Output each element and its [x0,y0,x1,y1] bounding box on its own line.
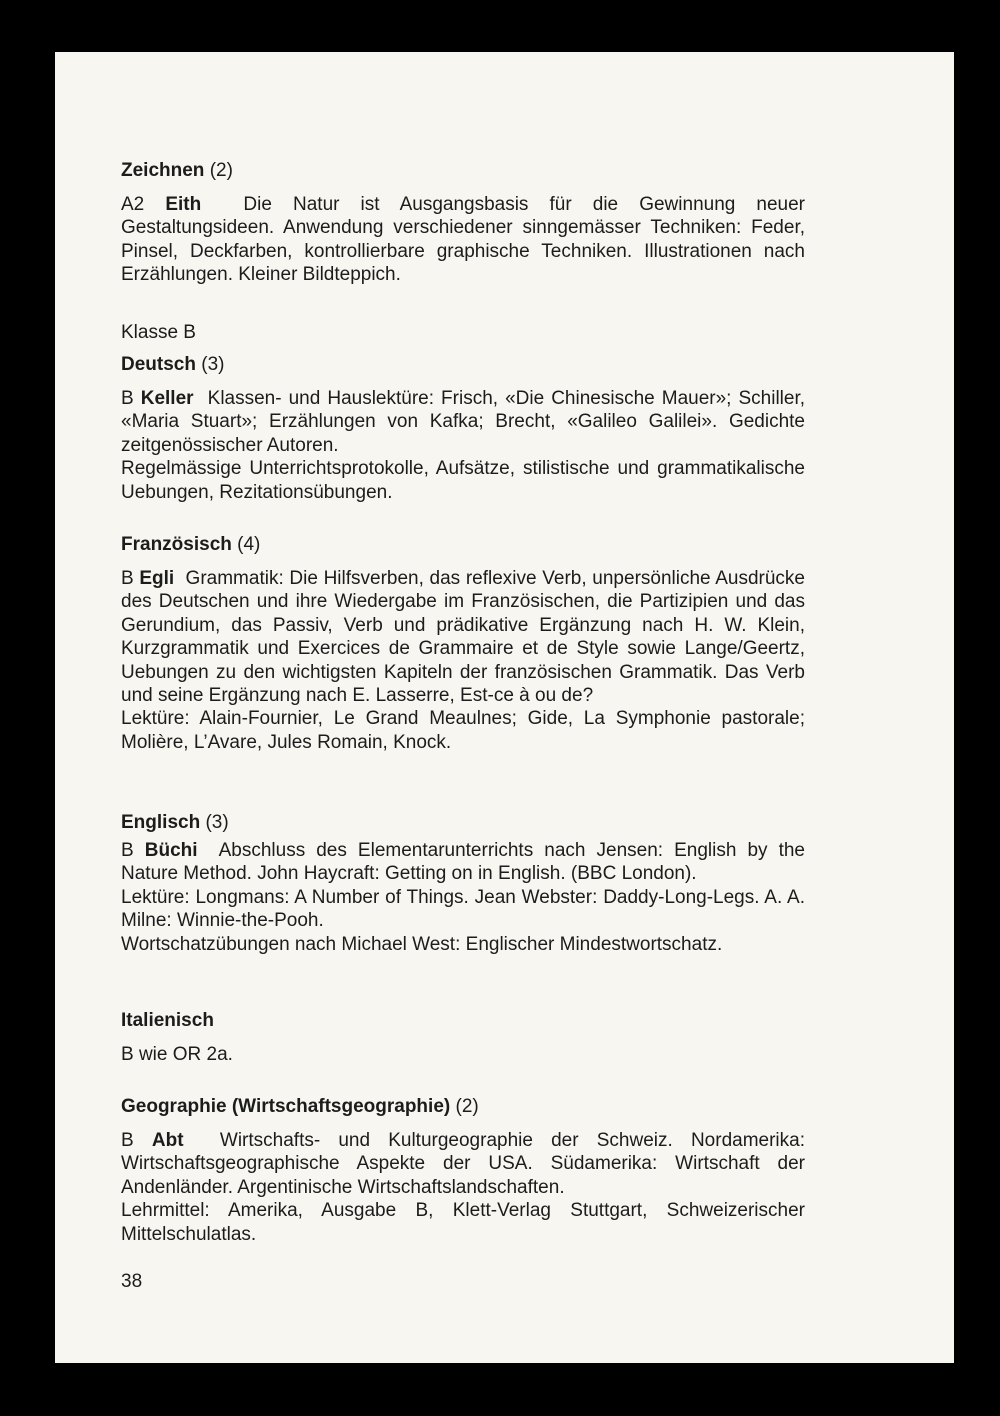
class-code: B [121,1130,134,1151]
section-heading [121,159,805,183]
section-heading [121,1009,805,1033]
subject-hours: (3) [205,812,229,833]
section-paragraph-2: Lektüre: Alain-Fournier, Le Grand Meaulnes; Gide, La Symphonie pastorale; Molière, L’Avare, Jules Romain, Knock. [121,708,805,753]
subject-hours: (2) [209,160,233,181]
section-italienisch [121,1009,805,1066]
teacher-name: Keller [140,388,194,409]
section-heading [121,811,805,835]
section-franzoesisch [121,533,805,754]
subject-title: Geographie (Wirtschaftsgeographie) [121,1096,451,1117]
subject-title: Deutsch [121,354,196,375]
section-text: Abschluss des Elementarunterrichts nach Jensen: English by the Nature Method. John Haycraft: Getting on in English. (BBC London). [121,840,806,885]
subject-title: Englisch [121,812,201,833]
subject-title: Französisch [121,534,232,555]
section-geographie [121,1095,805,1246]
section-heading [121,1095,805,1119]
section-heading [121,353,805,377]
section-paragraph [121,1129,805,1199]
class-code: A2 [121,194,145,215]
section-paragraph-3: Wortschatzübungen nach Michael West: Englischer Mindestwortschatz. [121,933,723,955]
subject-hours: (4) [237,534,261,555]
teacher-name: Egli [139,568,175,589]
class-code: B [121,568,134,589]
section-paragraph [121,387,805,457]
section-paragraph-2: Lektüre: Longmans: A Number of Things. Jean Webster: Daddy-Long-Legs. A. A. Milne: Winnie-the-Pooh. [121,886,805,932]
teacher-name: Eith [165,194,202,215]
section-deutsch [121,353,805,504]
section-heading [121,533,805,557]
section-text: Klassen- und Hauslektüre: Frisch, «Die Chinesische Mauer»; Schiller, «Maria Stuart»; Erzählungen von Kafka; Brecht, «Galileo Galilei». Gedichte zeitgenössischer Autoren. [121,388,806,456]
section-paragraph [121,193,805,287]
page-number: 38 [121,1271,143,1292]
section-paragraph [121,839,805,886]
section-paragraph: B wie OR 2a. [121,1044,233,1065]
section-text: Wirtschafts- und Kulturgeographie der Schweiz. Nordamerika: Wirtschaftsgeographische Aspekte der USA. Südamerika: Wirtschaft der Andenländer. Argentinische Wirtschaftslandschaften. [121,1130,805,1198]
section-text: Die Natur ist Ausgangsbasis für die Gewinnung neuer Gestaltungsideen. Anwendung verschiedener sinngemässer Techniken: Feder, Pinsel, Deckfarben, kontrollierbare graphische Techniken. Illustrationen nach Erzählungen. Kleiner Bildteppich. [121,194,806,286]
subject-hours: (2) [455,1096,479,1117]
document-page [55,52,954,1363]
section-zeichnen [121,159,805,287]
teacher-name: Büchi [144,840,198,861]
class-label: Klasse B [121,322,196,343]
subject-hours: (3) [201,354,225,375]
section-paragraph-2: Regelmässige Unterrichtsprotokolle, Aufsätze, stilistische und grammatikalische Uebungen, Rezitationsübungen. [121,458,805,503]
section-englisch [121,811,805,956]
subject-title: Italienisch [121,1010,214,1031]
teacher-name: Abt [151,1130,184,1151]
class-code: B [121,388,134,409]
section-paragraph [121,567,805,707]
class-code: B [121,840,134,861]
section-text: Grammatik: Die Hilfsverben, das reflexive Verb, unpersönliche Ausdrücke des Deutschen und ihre Wiedergabe im Französischen, die Partizipien und das Gerundium, das Passiv, Verb und prädikative Ergänzung nach H. W. Klein, Kurzgrammatik und Exercices de Grammaire et de Style sowie Lange/Geertz, Uebungen zu den wichtigsten Kapiteln der französischen Grammatik. Das Verb und seine Ergänzung nach E. Lasserre, Est-ce à ou de? [121,568,805,707]
subject-title: Zeichnen [121,160,205,181]
section-paragraph-2: Lehrmittel: Amerika, Ausgabe B, Klett-Verlag Stuttgart, Schweizerischer Mittelschulatlas. [121,1200,805,1245]
